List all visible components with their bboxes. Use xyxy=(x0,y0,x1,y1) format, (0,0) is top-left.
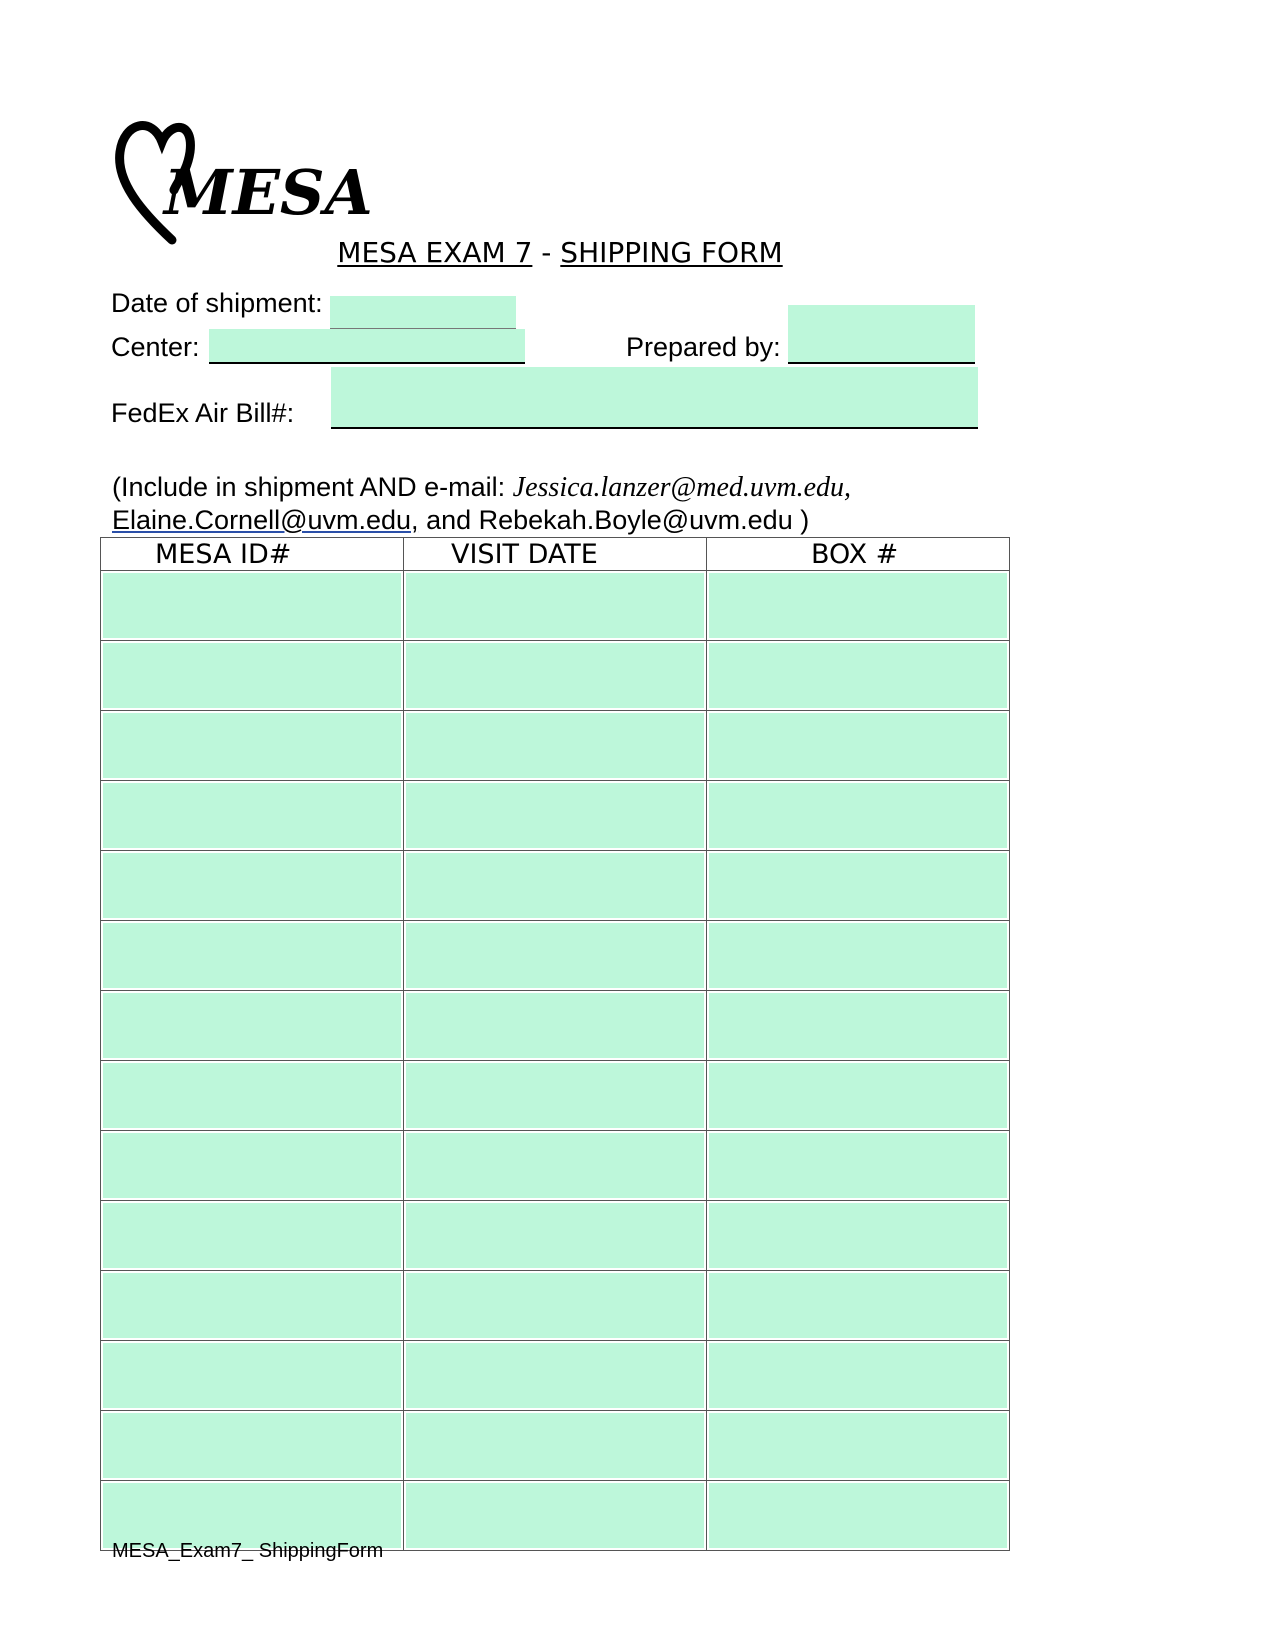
table-row xyxy=(101,781,1010,851)
column-header-visit-date: VISIT DATE xyxy=(404,538,707,571)
visit-date-input[interactable] xyxy=(406,1273,704,1338)
mesa-id-input[interactable] xyxy=(103,783,401,848)
box-number-input[interactable] xyxy=(709,923,1007,988)
mesa-id-input[interactable] xyxy=(103,923,401,988)
column-header-mesa-id: MESA ID# xyxy=(101,538,404,571)
mesa-id-cell xyxy=(101,921,404,991)
visit-date-input[interactable] xyxy=(406,993,704,1058)
table-row xyxy=(101,1061,1010,1131)
table-row xyxy=(101,921,1010,991)
table-row xyxy=(101,851,1010,921)
mesa-id-input[interactable] xyxy=(103,1063,401,1128)
mesa-id-cell xyxy=(101,641,404,711)
table-row xyxy=(101,571,1010,641)
visit-date-input[interactable] xyxy=(406,713,704,778)
box-number-input[interactable] xyxy=(709,783,1007,848)
table-row xyxy=(101,1341,1010,1411)
box-number-cell xyxy=(707,1481,1010,1551)
box-number-cell xyxy=(707,1411,1010,1481)
box-number-cell xyxy=(707,1061,1010,1131)
center-field[interactable] xyxy=(209,329,525,364)
box-number-cell xyxy=(707,851,1010,921)
center-label: Center: xyxy=(111,332,200,362)
mesa-id-cell xyxy=(101,781,404,851)
fedex-air-bill-field[interactable] xyxy=(331,367,978,429)
svg-text:MESA: MESA xyxy=(164,156,373,229)
visit-date-cell xyxy=(404,991,707,1061)
box-number-input[interactable] xyxy=(709,1203,1007,1268)
box-number-cell xyxy=(707,711,1010,781)
mesa-id-cell xyxy=(101,1061,404,1131)
visit-date-input[interactable] xyxy=(406,573,704,638)
visit-date-cell xyxy=(404,711,707,781)
mesa-id-cell xyxy=(101,1271,404,1341)
email-link[interactable]: Elaine.Cornell@uvm.edu, xyxy=(112,505,419,535)
table-header-row xyxy=(101,538,1010,571)
visit-date-cell xyxy=(404,851,707,921)
mesa-id-cell xyxy=(101,1411,404,1481)
email-instructions: (Include in shipment AND e-mail: Jessica.lanzer@med.uvm.edu, Elaine.Cornell@uvm.edu, and Rebekah.Boyle@uvm.edu ) xyxy=(112,472,852,535)
box-number-input[interactable] xyxy=(709,993,1007,1058)
box-number-cell xyxy=(707,1131,1010,1201)
box-number-input[interactable] xyxy=(709,1343,1007,1408)
box-number-cell xyxy=(707,921,1010,991)
mesa-id-input[interactable] xyxy=(103,643,401,708)
visit-date-cell xyxy=(404,571,707,641)
mesa-id-input[interactable] xyxy=(103,713,401,778)
box-number-input[interactable] xyxy=(709,1273,1007,1338)
box-number-input[interactable] xyxy=(709,1483,1007,1548)
page-title: MESA EXAM 7 - SHIPPING FORM xyxy=(337,236,783,269)
visit-date-cell xyxy=(404,1341,707,1411)
box-number-cell xyxy=(707,1201,1010,1271)
visit-date-cell xyxy=(404,1061,707,1131)
visit-date-cell xyxy=(404,1411,707,1481)
mesa-id-cell xyxy=(101,1131,404,1201)
table-row xyxy=(101,1271,1010,1341)
mesa-id-input[interactable] xyxy=(103,1413,401,1478)
mesa-id-input[interactable] xyxy=(103,853,401,918)
email-link[interactable]: Rebekah.Boyle@uvm.edu xyxy=(478,505,793,535)
mesa-id-cell xyxy=(101,851,404,921)
box-number-input[interactable] xyxy=(709,573,1007,638)
table-row xyxy=(101,641,1010,711)
visit-date-cell xyxy=(404,1271,707,1341)
mesa-id-input[interactable] xyxy=(103,1203,401,1268)
visit-date-cell xyxy=(404,1131,707,1201)
box-number-input[interactable] xyxy=(709,1413,1007,1478)
box-number-cell xyxy=(707,991,1010,1061)
box-number-cell xyxy=(707,1271,1010,1341)
visit-date-cell xyxy=(404,1201,707,1271)
mesa-id-input[interactable] xyxy=(103,1133,401,1198)
mesa-id-input[interactable] xyxy=(103,1483,401,1548)
box-number-input[interactable] xyxy=(709,853,1007,918)
visit-date-cell xyxy=(404,781,707,851)
table-row xyxy=(101,991,1010,1061)
box-number-input[interactable] xyxy=(709,1063,1007,1128)
visit-date-input[interactable] xyxy=(406,1343,704,1408)
visit-date-input[interactable] xyxy=(406,923,704,988)
visit-date-input[interactable] xyxy=(406,1413,704,1478)
visit-date-input[interactable] xyxy=(406,1133,704,1198)
mesa-id-input[interactable] xyxy=(103,993,401,1058)
box-number-input[interactable] xyxy=(709,643,1007,708)
email-link[interactable]: Jessica.lanzer@med.uvm.edu, xyxy=(512,472,852,503)
box-number-cell xyxy=(707,641,1010,711)
date-of-shipment-field[interactable] xyxy=(330,296,516,329)
table-row xyxy=(101,1131,1010,1201)
visit-date-input[interactable] xyxy=(406,1483,704,1548)
mesa-id-cell xyxy=(101,711,404,781)
footer-filename: MESA_Exam7_ ShippingForm xyxy=(112,1540,384,1562)
box-number-cell xyxy=(707,571,1010,641)
prepared-by-field[interactable] xyxy=(788,305,975,364)
visit-date-input[interactable] xyxy=(406,643,704,708)
table-row xyxy=(101,1201,1010,1271)
box-number-cell xyxy=(707,1341,1010,1411)
mesa-id-cell xyxy=(101,991,404,1061)
box-number-input[interactable] xyxy=(709,1133,1007,1198)
visit-date-cell xyxy=(404,641,707,711)
mesa-id-cell xyxy=(101,1341,404,1411)
mesa-id-cell xyxy=(101,571,404,641)
mesa-id-cell xyxy=(101,1201,404,1271)
mesa-id-input[interactable] xyxy=(103,1343,401,1408)
mesa-id-input[interactable] xyxy=(103,573,401,638)
box-number-input[interactable] xyxy=(709,713,1007,778)
visit-date-cell xyxy=(404,921,707,991)
visit-date-cell xyxy=(404,1481,707,1551)
visit-date-input[interactable] xyxy=(406,783,704,848)
fedex-air-bill-label: FedEx Air Bill#: xyxy=(111,398,295,428)
column-header-box: BOX # xyxy=(707,538,1010,571)
box-number-cell xyxy=(707,781,1010,851)
table-row xyxy=(101,711,1010,781)
shipping-table xyxy=(100,537,1010,1551)
table-row xyxy=(101,1411,1010,1481)
visit-date-input[interactable] xyxy=(406,1063,704,1128)
prepared-by-label: Prepared by: xyxy=(626,332,781,362)
visit-date-input[interactable] xyxy=(406,853,704,918)
visit-date-input[interactable] xyxy=(406,1203,704,1268)
mesa-id-input[interactable] xyxy=(103,1273,401,1338)
date-of-shipment-label: Date of shipment: xyxy=(111,288,323,318)
